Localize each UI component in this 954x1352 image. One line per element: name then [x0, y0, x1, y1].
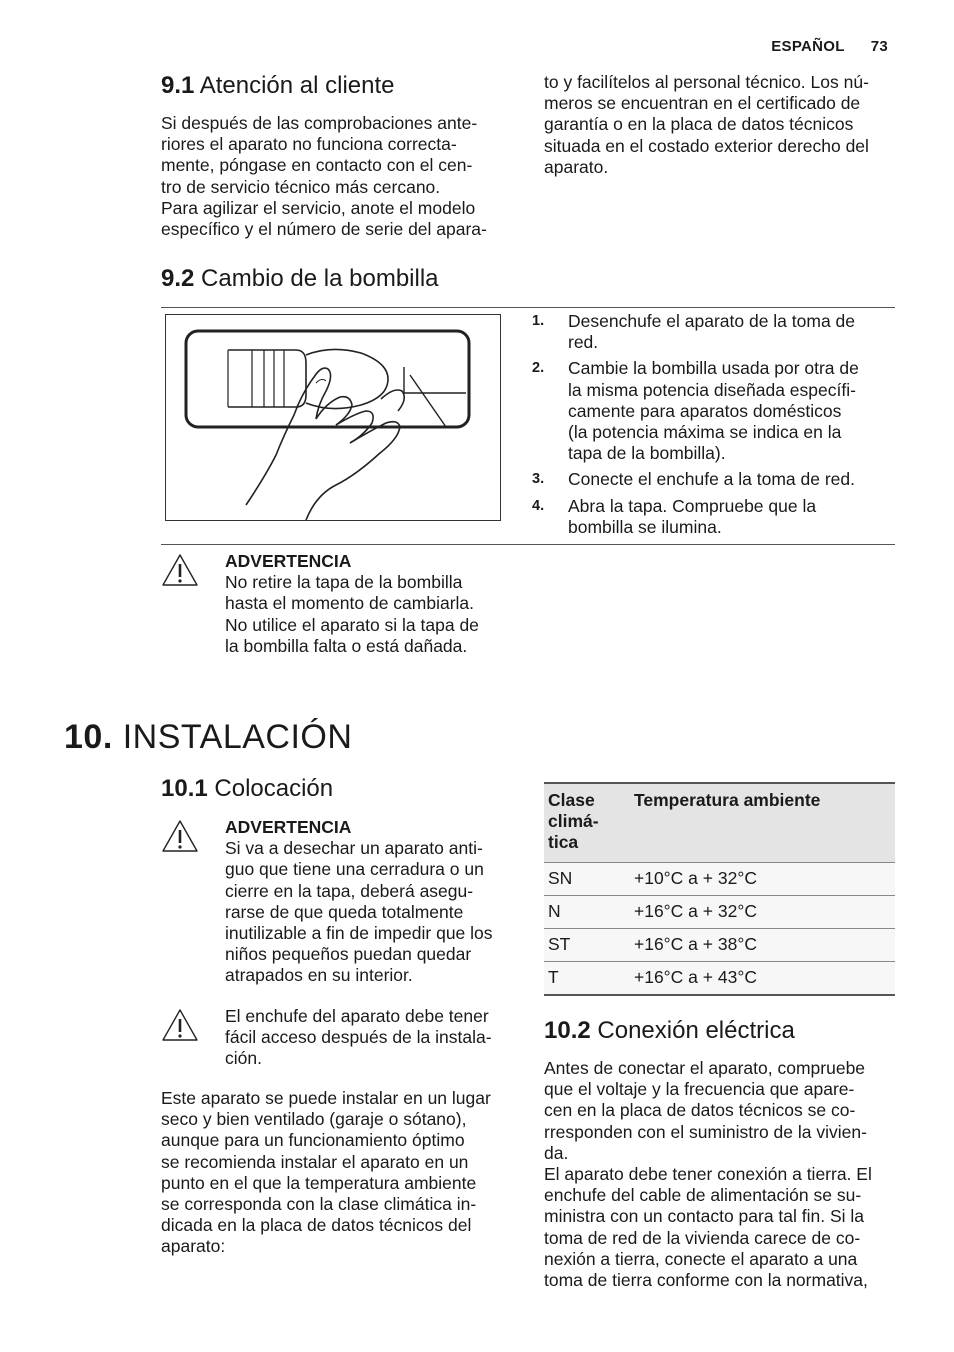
- chapter-10-heading: [64, 718, 352, 756]
- text-line: toma de tierra conforme con la normativa,: [544, 1270, 868, 1291]
- chapter-number: 10.: [64, 718, 113, 756]
- cell-temperature: +16°C a + 43°C: [630, 962, 895, 996]
- bulb-steps: [532, 311, 894, 543]
- list-item: [532, 311, 894, 353]
- text-line: rarse de que queda totalmente: [225, 901, 464, 922]
- warning-title: ADVERTENCIA: [225, 817, 352, 837]
- text-line: enchufe del cable de alimentación se su-: [544, 1185, 862, 1206]
- text-line: atrapados en su interior.: [225, 965, 413, 986]
- climate-class-table-wrap: [544, 782, 895, 996]
- text-line: red.: [568, 332, 599, 353]
- section-divider-bottom: [161, 544, 895, 545]
- text-line: garantía o en la placa de datos técnicos: [544, 114, 854, 135]
- plug-access-caution: [161, 1006, 521, 1074]
- text-line: aparato:: [161, 1236, 226, 1257]
- cell-temperature: +16°C a + 38°C: [630, 929, 895, 962]
- text-line: aparato.: [544, 156, 609, 177]
- section-10-1-heading: [161, 775, 333, 803]
- step-number: 4.: [532, 497, 545, 514]
- cell-class: SN: [544, 862, 630, 895]
- text-line: Si va a desechar un aparato anti-: [225, 838, 483, 859]
- warning-body: [225, 817, 493, 987]
- climate-class-table: [544, 782, 895, 996]
- steps-list: [532, 311, 894, 538]
- section-title: Conexión eléctrica: [597, 1017, 795, 1044]
- placement-body-text: [161, 1088, 521, 1258]
- chapter-title: INSTALACIÓN: [122, 718, 353, 756]
- list-item: [532, 469, 894, 490]
- text-line: punto en el que la temperatura ambiente: [161, 1172, 477, 1193]
- text-line: ción.: [225, 1048, 262, 1069]
- text-line: seco y bien ventilado (garaje o sótano),: [161, 1109, 467, 1130]
- page-number: 73: [870, 38, 888, 55]
- electrical-connection-text: [544, 1058, 906, 1291]
- section-9-1-text-left: [161, 113, 521, 240]
- text-line: Desenchufe el aparato de la toma de: [568, 311, 855, 331]
- step-number: 3.: [532, 471, 545, 488]
- section-number: 10.1: [161, 775, 208, 802]
- section-9-2-heading: [161, 265, 439, 293]
- section-9-1-text-right: [544, 72, 904, 178]
- section-title: Colocación: [214, 775, 334, 802]
- cell-temperature: +10°C a + 32°C: [630, 862, 895, 895]
- section-number: 9.1: [161, 72, 195, 99]
- section-divider-top: [161, 307, 895, 308]
- step-number: 2.: [532, 360, 545, 377]
- text-line: Este aparato se puede instalar en un lugar: [161, 1088, 491, 1108]
- text-line: to y facilítelos al personal técnico. Los nú-: [544, 72, 869, 92]
- text-line: El enchufe del aparato debe tener: [225, 1006, 489, 1026]
- section-10-2-heading: [544, 1017, 795, 1045]
- text-line: específico y el número de serie del apara-: [161, 219, 487, 240]
- table-row: [544, 895, 895, 928]
- text-line: cierre en la tapa, deberá asegu-: [225, 880, 474, 901]
- cell-class: T: [544, 962, 630, 996]
- hand-bulb-icon: [166, 315, 500, 520]
- bulb-warning: [161, 551, 521, 661]
- text-line: No retire la tapa de la bombilla: [225, 572, 463, 593]
- cell-class: N: [544, 895, 630, 928]
- text-line: la bombilla falta o está dañada.: [225, 635, 468, 656]
- text-line: Antes de conectar el aparato, compruebe: [544, 1058, 866, 1078]
- text-line: No utilice el aparato si la tapa de: [225, 614, 479, 635]
- warning-triangle-icon: [161, 553, 199, 587]
- text-line: bombilla se ilumina.: [568, 516, 722, 537]
- bulb-replacement-illustration: [165, 314, 501, 521]
- language-label: ESPAÑOL: [771, 38, 845, 55]
- cell-temperature: +16°C a + 32°C: [630, 895, 895, 928]
- warning-body: [225, 551, 479, 657]
- text-line: Para agilizar el servicio, anote el modelo: [161, 197, 476, 218]
- text-line: cen en la placa de datos técnicos se co-: [544, 1100, 856, 1121]
- text-line: mente, póngase en contacto con el cen-: [161, 155, 473, 176]
- text-line: niños pequeños puedan quedar: [225, 944, 472, 965]
- section-number: 10.2: [544, 1017, 591, 1044]
- text-line: inutilizable a fin de impedir que los: [225, 923, 493, 944]
- table-row: [544, 962, 895, 996]
- list-item: [532, 496, 894, 538]
- section-title: Atención al cliente: [199, 72, 395, 99]
- text-line: tro de servicio técnico más cercano.: [161, 176, 441, 197]
- text-line: Si después de las comprobaciones ante-: [161, 113, 478, 133]
- table-header-row: [544, 783, 895, 862]
- text-line: climá-: [548, 811, 599, 832]
- column-header-class: [544, 783, 630, 862]
- text-line: situada en el costado exterior derecho del: [544, 135, 869, 156]
- section-9-1-heading: [161, 72, 395, 100]
- text-line: camente para aparatos domésticos: [568, 400, 842, 421]
- warning-triangle-icon: [161, 1008, 199, 1042]
- text-line: riores el aparato no funciona correcta-: [161, 134, 457, 155]
- page-header: [771, 38, 888, 55]
- text-line: nexión a tierra, conecte el aparato a una: [544, 1248, 858, 1269]
- text-line: tapa de la bombilla).: [568, 443, 726, 464]
- text-line: aunque para un funcionamiento óptimo: [161, 1130, 465, 1151]
- text-line: fácil acceso después de la instala-: [225, 1027, 492, 1048]
- text-line: se corresponda con la clase climática in-: [161, 1194, 477, 1215]
- list-item: [532, 358, 894, 464]
- table-row: [544, 929, 895, 962]
- text-line: que el voltaje y la frecuencia que apare-: [544, 1079, 855, 1100]
- section-title: Cambio de la bombilla: [201, 265, 439, 292]
- text-line: ministra con un contacto para tal fin. Si la: [544, 1206, 865, 1227]
- text-line: toma de red de la vivienda carece de co-: [544, 1227, 861, 1248]
- text-line: Abra la tapa. Compruebe que la: [568, 495, 817, 516]
- text-line: da.: [544, 1142, 569, 1163]
- text-line: Conecte el enchufe a la toma de red.: [568, 469, 855, 490]
- text-line: Cambie la bombilla usada por otra de: [568, 358, 859, 379]
- text-line: (la potencia máxima se indica en la: [568, 422, 842, 443]
- text-line: Clase: [548, 790, 595, 810]
- text-line: dicada en la placa de datos técnicos del: [161, 1215, 472, 1236]
- warning-title: ADVERTENCIA: [225, 551, 352, 571]
- text-line: rresponden con el suministro de la vivien-: [544, 1121, 867, 1142]
- text-line: guo que tiene una cerradura o un: [225, 859, 484, 880]
- text-line: meros se encuentran en el certificado de: [544, 93, 861, 114]
- text-line: la misma potencia diseñada específi-: [568, 379, 856, 400]
- column-header-temperature: Temperatura ambiente: [630, 783, 895, 862]
- text-line: El aparato debe tener conexión a tierra. El: [544, 1164, 872, 1185]
- text-line: hasta el momento de cambiarla.: [225, 593, 475, 614]
- section-number: 9.2: [161, 265, 195, 292]
- placement-warning: [161, 817, 521, 992]
- table-row: [544, 862, 895, 895]
- text-line: tica: [548, 832, 579, 853]
- caution-body: [225, 1006, 492, 1070]
- text-line: se recomienda instalar el aparato en un: [161, 1151, 469, 1172]
- cell-class: ST: [544, 929, 630, 962]
- warning-triangle-icon: [161, 819, 199, 853]
- step-number: 1.: [532, 313, 545, 329]
